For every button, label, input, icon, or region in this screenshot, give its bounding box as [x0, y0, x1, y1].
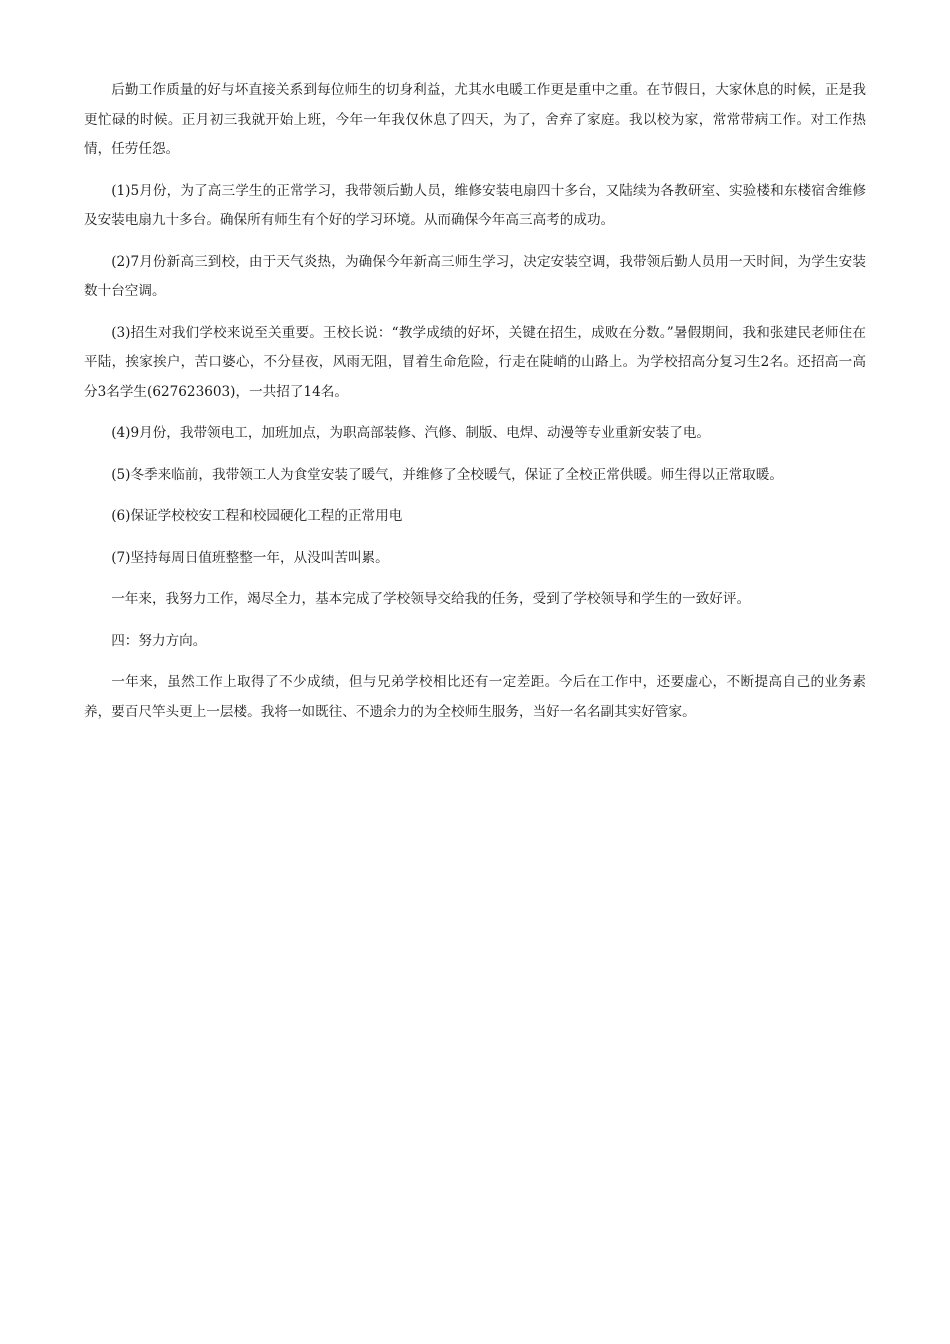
paragraph-item-5-heating: (5)冬季来临前，我带领工人为食堂安装了暖气，并维修了全校暖气，保证了全校正常供暖。师生得以正常取暖。 — [111, 466, 783, 483]
paragraph-item-6-power-supply: (6)保证学校校安工程和校园硬化工程的正常用电 — [111, 508, 403, 524]
document-body — [84, 76, 866, 739]
paragraph-summary: 一年来，我努力工作，竭尽全力，基本完成了学校领导交给我的任务，受到了学校领导和学生的一致好评。 — [111, 591, 751, 607]
paragraph-item-3-enrollment: (3)招生对我们学校来说至关重要。王校长说：“教学成绩的好坏，关键在招生，成败在分数。”暑假期间，我和张建民老师住在平陆，挨家挨户，苦口婆心，不分昼夜，风雨无阻，冒着生命危险，行走在陡峭的山路上。为学校招高分复习生2名。还招高一高分3名学生(627623603)，一共招了14名。 — [84, 324, 866, 400]
paragraph-item-2-air-conditioning: (2)7月份新高三到校，由于天气炎热，为确保今年新高三师生学习，决定安装空调，我带领后勤人员用一天时间，为学生安装数十台空调。 — [84, 253, 866, 299]
paragraph-item-1-fans: (1)5月份，为了高三学生的正常学习，我带领后勤人员，维修安装电扇四十多台，又陆续为各教研室、实验楼和东楼宿舍维修及安装电扇九十多台。确保所有师生有个好的学习环境。从而确保今年高三高考的成功。 — [84, 182, 866, 228]
paragraph-future-direction: 一年来，虽然工作上取得了不少成绩，但与兄弟学校相比还有一定差距。今后在工作中，还要虚心，不断提高自己的业务素养，要百尺竿头更上一层楼。我将一如既往、不遗余力的为全校师生服务，当好一名名副其实好管家。 — [84, 674, 866, 720]
section-heading-direction: 四：努力方向。 — [111, 632, 207, 649]
paragraph-logistics-intro: 后勤工作质量的好与坏直接关系到每位师生的切身利益，尤其水电暖工作更是重中之重。在节假日，大家休息的时候，正是我更忙碌的时候。正月初三我就开始上班，今年一年我仅休息了四天，为了，舍弃了家庭。我以校为家，常常带病工作。对工作热情，任劳任怨。 — [84, 82, 866, 157]
paragraph-item-4-electrical: (4)9月份，我带领电工，加班加点，为职高部装修、汽修、制版、电焊、动漫等专业重新安装了电。 — [111, 425, 711, 441]
paragraph-item-7-duty: (7)坚持每周日值班整整一年，从没叫苦叫累。 — [111, 549, 389, 566]
